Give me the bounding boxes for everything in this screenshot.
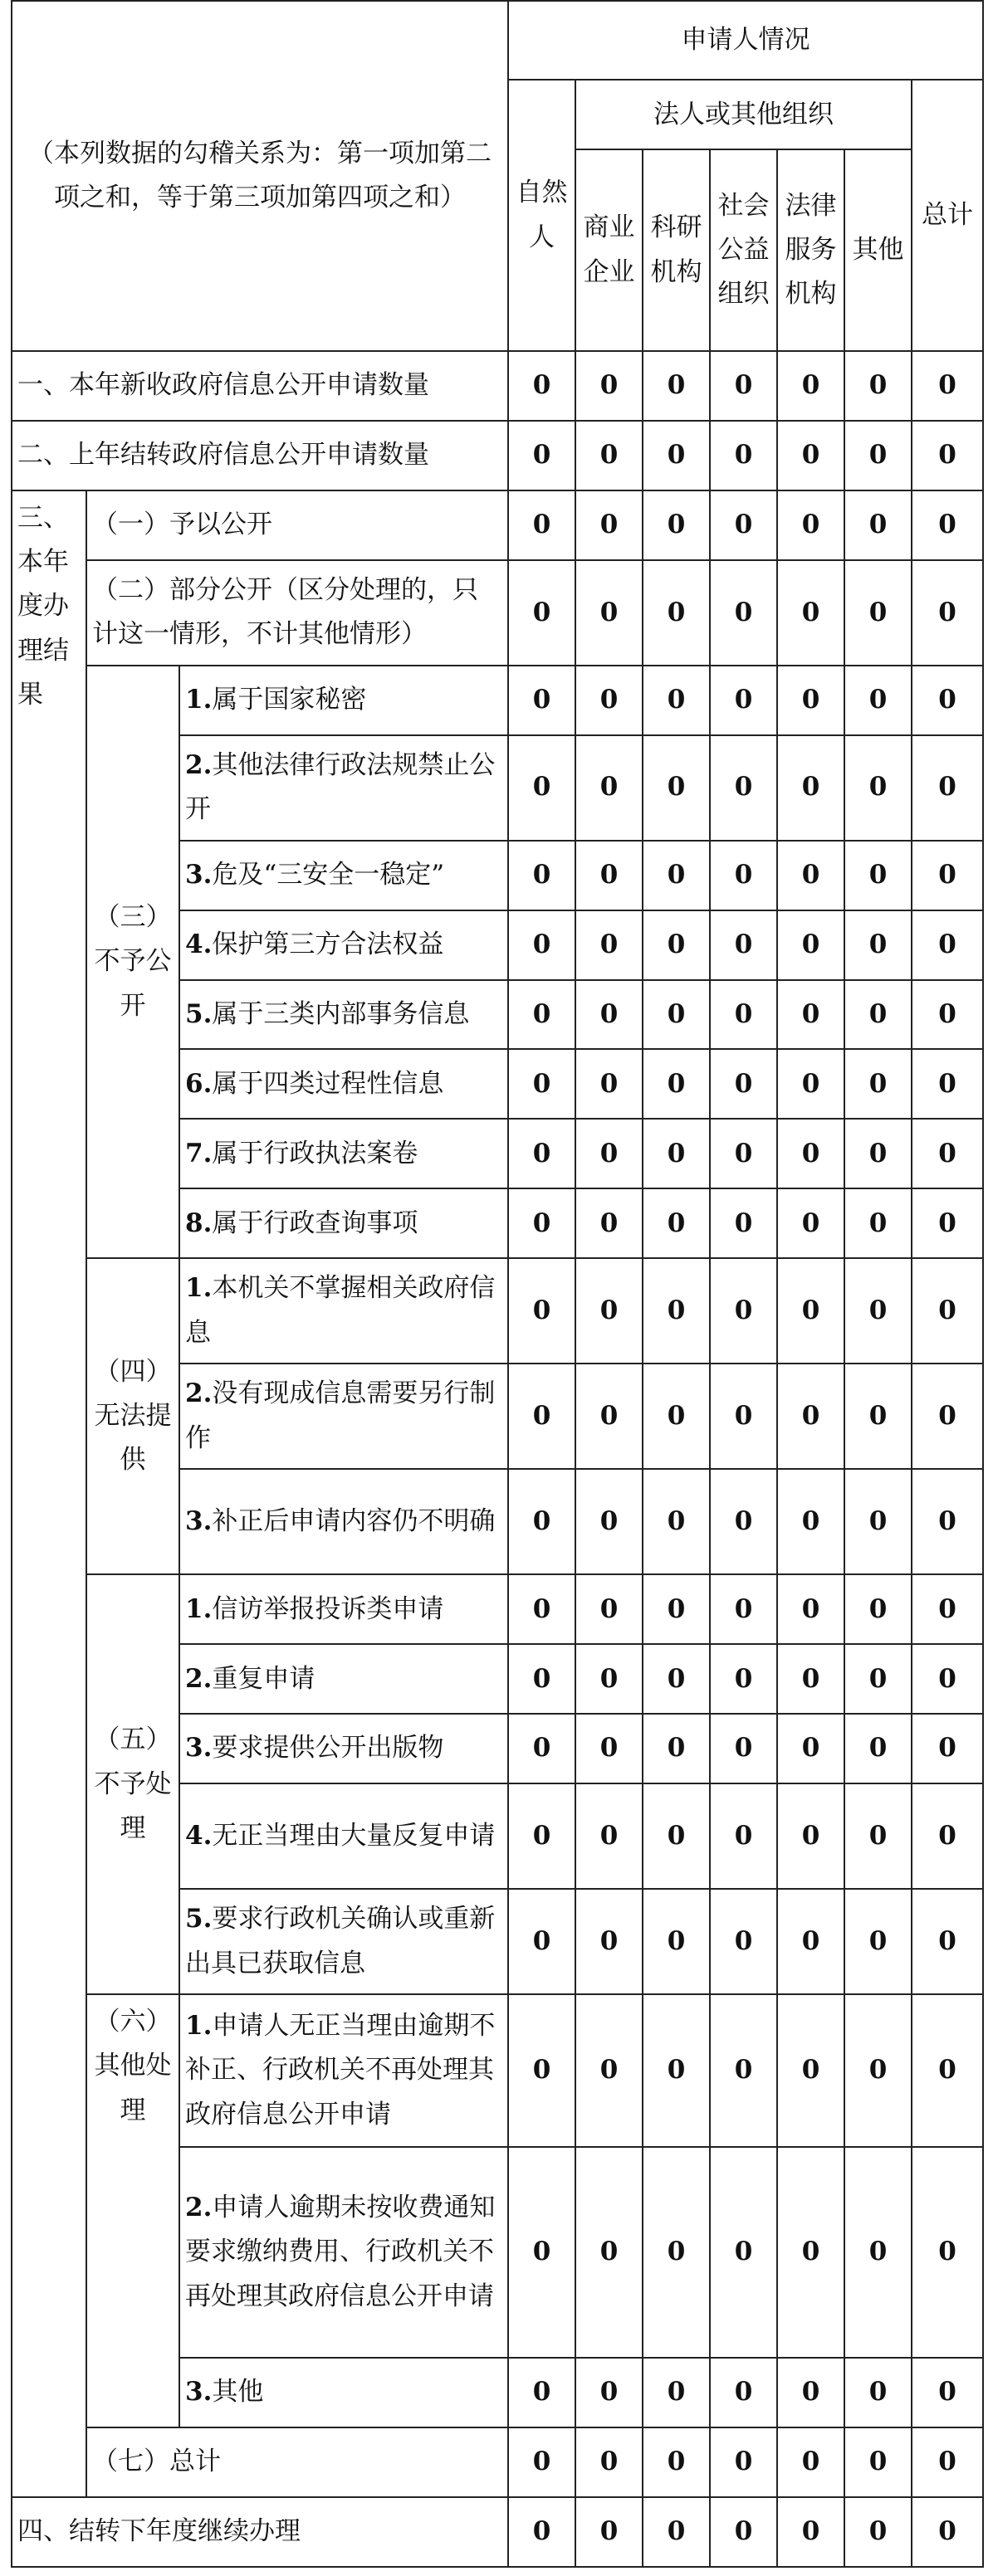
value-cell: 0	[643, 2358, 710, 2427]
row-label-text: 没有现成信息需要另行制作	[185, 1378, 496, 1453]
row-label-text: 属于行政执法案卷	[212, 1138, 418, 1168]
value-cell: 0	[508, 1188, 575, 1258]
value-cell: 0	[777, 351, 844, 421]
row-index: 1.	[185, 1593, 213, 1624]
value-cell: 0	[912, 351, 983, 421]
value-cell: 0	[508, 980, 575, 1050]
value-cell: 0	[710, 1049, 777, 1119]
row-index: 2.	[185, 2192, 213, 2222]
row-label-text: 一、本年新收政府信息公开申请数量	[17, 370, 429, 401]
value-cell: 0	[643, 560, 710, 666]
row-index: 3.	[185, 1506, 213, 1537]
value-cell: 0	[643, 2427, 710, 2497]
value-cell: 0	[508, 1714, 575, 1783]
row-index: 5.	[185, 1904, 213, 1934]
value-cell: 0	[710, 2497, 777, 2567]
value-cell: 0	[710, 1574, 777, 1644]
value-cell: 0	[844, 1364, 912, 1469]
value-cell: 0	[710, 1783, 777, 1889]
row-label-text: 危及“三安全一稳定”	[212, 859, 445, 890]
table-row	[12, 560, 983, 666]
value-cell: 0	[777, 980, 844, 1050]
value-cell: 0	[508, 351, 575, 421]
value-cell: 0	[710, 735, 777, 841]
row-label-text: （二）部分公开（区分处理的，只计这一情形，不计其他情形）	[92, 574, 478, 650]
row-index: 5.	[185, 998, 213, 1029]
value-cell: 0	[777, 1644, 844, 1714]
table-row	[12, 666, 983, 735]
header-natural-person: 自然人	[508, 80, 575, 351]
value-cell: 0	[912, 560, 983, 666]
value-cell: 0	[844, 1119, 912, 1188]
value-cell: 0	[912, 910, 983, 980]
value-cell: 0	[643, 735, 710, 841]
value-cell: 0	[575, 421, 643, 490]
value-cell: 0	[912, 841, 983, 910]
value-cell: 0	[575, 351, 643, 421]
row-label-text: 其他	[212, 2377, 264, 2408]
value-cell: 0	[912, 980, 983, 1050]
row-label-text: 四、结转下年度继续办理	[17, 2516, 301, 2547]
row-label-text: 要求行政机关确认或重新出具已获取信息	[185, 1904, 496, 1978]
value-cell: 0	[777, 1119, 844, 1188]
value-cell: 0	[508, 1258, 575, 1364]
value-cell: 0	[777, 735, 844, 841]
header-public-welfare: 社会公益组织	[710, 149, 777, 351]
row-index: 6.	[185, 1068, 213, 1099]
table-row	[12, 1994, 983, 2147]
value-cell: 0	[844, 2147, 912, 2358]
value-cell: 0	[912, 1994, 983, 2147]
value-cell: 0	[508, 910, 575, 980]
value-cell: 0	[643, 1644, 710, 1714]
value-cell: 0	[643, 1258, 710, 1364]
value-cell: 0	[912, 1889, 983, 1994]
header-other: 其他	[844, 149, 912, 351]
group-4-label: （四）无法提供	[86, 1258, 179, 1574]
value-cell: 0	[710, 2427, 777, 2497]
value-cell: 0	[777, 1889, 844, 1994]
value-cell: 0	[508, 1119, 575, 1188]
value-cell: 0	[710, 1258, 777, 1364]
value-cell: 0	[844, 2497, 912, 2567]
table-row	[12, 490, 983, 560]
value-cell: 0	[777, 2427, 844, 2497]
value-cell: 0	[777, 560, 844, 666]
value-cell: 0	[844, 1188, 912, 1258]
value-cell: 0	[643, 1714, 710, 1783]
value-cell: 0	[844, 735, 912, 841]
value-cell: 0	[508, 1049, 575, 1119]
disclosure-table	[11, 0, 984, 2568]
value-cell: 0	[643, 1889, 710, 1994]
value-cell: 0	[643, 841, 710, 910]
value-cell: 0	[844, 841, 912, 910]
value-cell: 0	[844, 490, 912, 560]
value-cell: 0	[844, 560, 912, 666]
value-cell: 0	[710, 1994, 777, 2147]
table-row	[12, 1258, 983, 1364]
row-label	[86, 490, 508, 560]
value-cell: 0	[912, 1714, 983, 1783]
row-label-text: 属于三类内部事务信息	[212, 998, 470, 1029]
value-cell: 0	[575, 560, 643, 666]
value-cell: 0	[575, 980, 643, 1050]
row-label	[179, 2358, 508, 2427]
value-cell: 0	[643, 1119, 710, 1188]
row-index: 3.	[185, 859, 213, 890]
value-cell: 0	[777, 1574, 844, 1644]
value-cell: 0	[777, 2147, 844, 2358]
row-label-text: 本机关不掌握相关政府信息	[185, 1273, 496, 1348]
value-cell: 0	[575, 1119, 643, 1188]
row-label	[179, 1574, 508, 1644]
group-6-label: （六）其他处理	[86, 1994, 179, 2427]
row-label	[179, 1049, 508, 1119]
row-label-text: 二、上年结转政府信息公开申请数量	[17, 440, 429, 471]
value-cell: 0	[777, 490, 844, 560]
value-cell: 0	[575, 1994, 643, 2147]
value-cell: 0	[710, 351, 777, 421]
value-cell: 0	[575, 841, 643, 910]
value-cell: 0	[912, 1644, 983, 1714]
value-cell: 0	[777, 666, 844, 735]
value-cell: 0	[643, 1188, 710, 1258]
value-cell: 0	[508, 735, 575, 841]
value-cell: 0	[777, 1188, 844, 1258]
value-cell: 0	[508, 1644, 575, 1714]
value-cell: 0	[912, 1188, 983, 1258]
value-cell: 0	[912, 1258, 983, 1364]
value-cell: 0	[844, 351, 912, 421]
section-3-label: 三、本年度办理结果	[12, 490, 86, 2497]
value-cell: 0	[710, 1714, 777, 1783]
value-cell: 0	[912, 2497, 983, 2567]
row-label	[179, 1714, 508, 1783]
value-cell: 0	[912, 2427, 983, 2497]
value-cell: 0	[844, 1889, 912, 1994]
row-index: 1.	[185, 2011, 213, 2042]
row-index: 1.	[185, 685, 213, 715]
value-cell: 0	[575, 2358, 643, 2427]
header-total: 总计	[912, 80, 983, 351]
value-cell: 0	[643, 421, 710, 490]
value-cell: 0	[710, 2358, 777, 2427]
row-label-text: 属于四类过程性信息	[212, 1068, 444, 1099]
value-cell: 0	[777, 421, 844, 490]
value-cell: 0	[508, 2147, 575, 2358]
value-cell: 0	[710, 666, 777, 735]
value-cell: 0	[777, 841, 844, 910]
value-cell: 0	[912, 2147, 983, 2358]
row-label	[179, 1889, 508, 1994]
row-label	[12, 2497, 508, 2567]
row-index: 4.	[185, 1820, 213, 1851]
value-cell: 0	[508, 1889, 575, 1994]
value-cell: 0	[777, 1049, 844, 1119]
value-cell: 0	[508, 2427, 575, 2497]
value-cell: 0	[643, 1364, 710, 1469]
value-cell: 0	[710, 2147, 777, 2358]
value-cell: 0	[710, 1119, 777, 1188]
value-cell: 0	[508, 2358, 575, 2427]
value-cell: 0	[508, 1469, 575, 1574]
value-cell: 0	[777, 1783, 844, 1889]
value-cell: 0	[844, 1994, 912, 2147]
row-label-text: 信访举报投诉类申请	[212, 1593, 444, 1624]
value-cell: 0	[575, 1574, 643, 1644]
value-cell: 0	[912, 1469, 983, 1574]
value-cell: 0	[777, 910, 844, 980]
row-label	[179, 666, 508, 735]
value-cell: 0	[575, 1469, 643, 1574]
value-cell: 0	[575, 490, 643, 560]
value-cell: 0	[844, 980, 912, 1050]
value-cell: 0	[508, 666, 575, 735]
header-legal-service: 法律服务机构	[777, 149, 844, 351]
value-cell: 0	[710, 421, 777, 490]
row-label-text: 其他法律行政法规禁止公开	[185, 749, 496, 825]
row-label	[179, 1469, 508, 1574]
row-label	[86, 560, 508, 666]
row-label	[179, 1994, 508, 2147]
row-label	[179, 841, 508, 910]
header-commercial: 商业企业	[575, 149, 643, 351]
row-label	[12, 421, 508, 490]
row-label	[86, 2427, 508, 2497]
value-cell: 0	[912, 735, 983, 841]
header-applicant-group: 申请人情况	[508, 1, 983, 80]
value-cell: 0	[643, 2147, 710, 2358]
table-row	[12, 2497, 983, 2567]
row-label-text: （一）予以公开	[92, 510, 272, 540]
value-cell: 0	[508, 2497, 575, 2567]
value-cell: 0	[575, 1644, 643, 1714]
row-label	[179, 1258, 508, 1364]
group-3-label: （三）不予公开	[86, 666, 179, 1258]
value-cell: 0	[710, 560, 777, 666]
value-cell: 0	[508, 560, 575, 666]
value-cell: 0	[643, 1469, 710, 1574]
value-cell: 0	[912, 2358, 983, 2427]
value-cell: 0	[643, 1049, 710, 1119]
value-cell: 0	[912, 490, 983, 560]
row-index: 8.	[185, 1208, 213, 1238]
value-cell: 0	[508, 1783, 575, 1889]
row-label	[12, 351, 508, 421]
value-cell: 0	[575, 735, 643, 841]
value-cell: 0	[844, 421, 912, 490]
row-index: 3.	[185, 1733, 213, 1764]
value-cell: 0	[844, 1469, 912, 1574]
value-cell: 0	[508, 1364, 575, 1469]
value-cell: 0	[575, 910, 643, 980]
value-cell: 0	[508, 490, 575, 560]
value-cell: 0	[912, 1119, 983, 1188]
value-cell: 0	[575, 1364, 643, 1469]
value-cell: 0	[575, 666, 643, 735]
value-cell: 0	[643, 1574, 710, 1644]
value-cell: 0	[508, 1574, 575, 1644]
header-legal-group: 法人或其他组织	[575, 80, 912, 149]
row-label-text: 保护第三方合法权益	[212, 929, 444, 959]
value-cell: 0	[575, 1258, 643, 1364]
value-cell: 0	[643, 490, 710, 560]
row-label	[179, 1188, 508, 1258]
row-label	[179, 980, 508, 1050]
value-cell: 0	[912, 1574, 983, 1644]
value-cell: 0	[912, 1783, 983, 1889]
value-cell: 0	[710, 910, 777, 980]
row-label-text: 补正后申请内容仍不明确	[212, 1506, 496, 1537]
value-cell: 0	[710, 1469, 777, 1574]
header-row-1	[12, 1, 983, 80]
value-cell: 0	[710, 1644, 777, 1714]
header-research: 科研机构	[643, 149, 710, 351]
row-label	[179, 735, 508, 841]
header-note: （本列数据的勾稽关系为：第一项加第二项之和，等于第三项加第四项之和）	[12, 1, 508, 351]
table-row	[12, 1574, 983, 1644]
value-cell: 0	[844, 910, 912, 980]
value-cell: 0	[643, 2497, 710, 2567]
value-cell: 0	[912, 421, 983, 490]
row-label-text: 无正当理由大量反复申请	[212, 1820, 496, 1851]
value-cell: 0	[844, 1714, 912, 1783]
value-cell: 0	[643, 1994, 710, 2147]
value-cell: 0	[777, 2358, 844, 2427]
value-cell: 0	[777, 1714, 844, 1783]
value-cell: 0	[844, 666, 912, 735]
value-cell: 0	[575, 2497, 643, 2567]
row-label	[179, 2147, 508, 2358]
group-5-label: （五）不予处理	[86, 1574, 179, 1994]
value-cell: 0	[844, 2427, 912, 2497]
row-label-text: 申请人逾期未按收费通知要求缴纳费用、行政机关不再处理其政府信息公开申请	[185, 2192, 496, 2311]
value-cell: 0	[643, 666, 710, 735]
row-label	[179, 910, 508, 980]
value-cell: 0	[844, 2358, 912, 2427]
value-cell: 0	[710, 490, 777, 560]
value-cell: 0	[710, 841, 777, 910]
row-index: 1.	[185, 1273, 213, 1304]
value-cell: 0	[844, 1574, 912, 1644]
value-cell: 0	[575, 1188, 643, 1258]
row-label	[179, 1644, 508, 1714]
value-cell: 0	[575, 1889, 643, 1994]
value-cell: 0	[710, 1364, 777, 1469]
row-label-text: 申请人无正当理由逾期不补正、行政机关不再处理其政府信息公开申请	[185, 2011, 496, 2130]
value-cell: 0	[777, 2497, 844, 2567]
row-label-text: 重复申请	[212, 1663, 316, 1694]
value-cell: 0	[777, 1364, 844, 1469]
value-cell: 0	[508, 1994, 575, 2147]
value-cell: 0	[710, 1188, 777, 1258]
row-index: 3.	[185, 2377, 213, 2408]
table-row	[12, 421, 983, 490]
value-cell: 0	[575, 2427, 643, 2497]
value-cell: 0	[575, 1783, 643, 1889]
row-index: 2.	[185, 1378, 213, 1409]
value-cell: 0	[575, 2147, 643, 2358]
row-label	[179, 1119, 508, 1188]
value-cell: 0	[575, 1714, 643, 1783]
row-label	[179, 1364, 508, 1469]
row-label	[179, 1783, 508, 1889]
value-cell: 0	[844, 1049, 912, 1119]
row-index: 2.	[185, 1663, 213, 1694]
value-cell: 0	[844, 1783, 912, 1889]
value-cell: 0	[777, 1258, 844, 1364]
value-cell: 0	[710, 980, 777, 1050]
value-cell: 0	[710, 1889, 777, 1994]
value-cell: 0	[777, 1469, 844, 1574]
row-label-text: 属于行政查询事项	[212, 1208, 418, 1238]
table-row	[12, 2427, 983, 2497]
value-cell: 0	[912, 1049, 983, 1119]
row-index: 4.	[185, 929, 213, 959]
value-cell: 0	[912, 1364, 983, 1469]
value-cell: 0	[844, 1258, 912, 1364]
row-label-text: （七）总计	[92, 2447, 221, 2477]
row-index: 7.	[185, 1138, 213, 1168]
value-cell: 0	[912, 666, 983, 735]
value-cell: 0	[575, 1049, 643, 1119]
value-cell: 0	[643, 1783, 710, 1889]
row-label-text: 属于国家秘密	[212, 685, 367, 715]
table-row	[12, 351, 983, 421]
value-cell: 0	[777, 1994, 844, 2147]
value-cell: 0	[508, 421, 575, 490]
row-index: 2.	[185, 749, 213, 780]
row-label-text: 要求提供公开出版物	[212, 1733, 444, 1764]
value-cell: 0	[643, 980, 710, 1050]
value-cell: 0	[844, 1644, 912, 1714]
value-cell: 0	[643, 351, 710, 421]
value-cell: 0	[643, 910, 710, 980]
value-cell: 0	[508, 841, 575, 910]
